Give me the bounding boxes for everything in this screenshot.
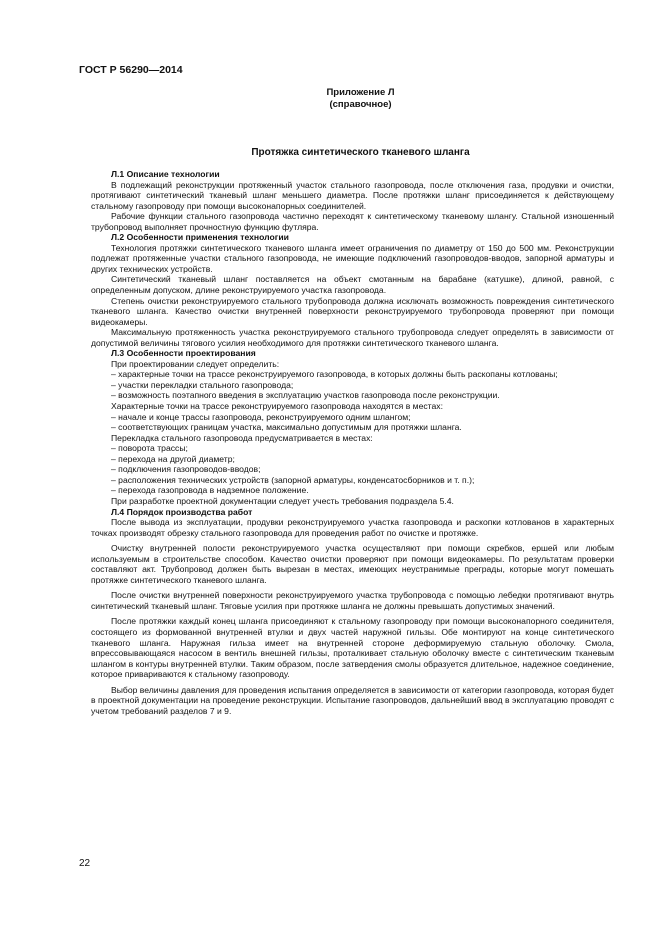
paragraph: В подлежащий реконструкции протяженный участок стального газопровода, после отключения газа, продувки и очистки, протягивают синтетический тканевый шланг меньшего диаметра. После протяжки шланг присоединяется к действующему стальному газопроводу при помощи высоконапорных соединителей.	[91, 179, 614, 211]
paragraph: Синтетический тканевый шланг поставляется на объект смотанным на барабане (катушке), длиной, равной, с определенным допуском, длине реконструируемого участка газопровода.	[91, 274, 614, 296]
annex-label: Приложение Л	[326, 87, 395, 98]
paragraph: После вывода из эксплуатации, продувки реконструируемого участка газопровода и раскопки котлованов в характерных точках производят обрезку стального газопровода для проведения работ по очистке и протяжке.	[91, 517, 614, 538]
list-line: – расположения технических устройств (запорной арматуры, конденсатосборников и т. п.);	[111, 474, 475, 485]
paragraph: Максимальную протяженность участка реконструируемого стального трубопровода следует определять в зависимости от допустимой величины тягового усилия необходимого для протяжки синтетического тканевого шланга.	[91, 327, 614, 348]
section-heading: Л.2 Особенности применения технологии	[111, 232, 289, 243]
list-line: – перехода на другой диаметр;	[111, 453, 235, 464]
list-line: – подключения газопроводов-вводов;	[111, 464, 261, 475]
standard-code: ГОСТ Р 56290—2014	[79, 64, 183, 76]
list-line: – начале и конце трассы газопровода, реконструируемого одним шлангом;	[111, 411, 411, 422]
list-line: – соответствующих границам участка, максимально допустимым для протяжки шланга.	[111, 422, 462, 433]
section-heading: Л.3 Особенности проектирования	[111, 348, 256, 359]
annex-title: Протяжка синтетического тканевого шланга	[251, 147, 470, 158]
list-line: – возможность поэтапного введения в эксплуатацию участков газопровода после реконструкции.	[111, 390, 500, 401]
list-line: При проектировании следует определить:	[111, 358, 280, 369]
list-line: – характерные точки на трассе реконструируемого газопровода, в которых должны быть раскопаны котлованы;	[111, 369, 558, 380]
list-line: – перехода газопровода в надземное положение.	[111, 485, 309, 496]
page-number: 22	[79, 858, 91, 869]
paragraph: Технология протяжки синтетического тканевого шланга имеет ограничения по диаметру от 150 до 500 мм. Реконструкции подлежат протяженные участки стального газопровода, не имеющие подключений газопроводов-вводов, запорной арматуры и других технических устройств.	[91, 242, 614, 274]
list-line: Перекладка стального газопровода предусматривается в местах:	[111, 432, 373, 443]
paragraph: Рабочие функции стального газопровода частично переходят к синтетическому тканевому шлангу. Стальной изношенный трубопровод выполняет прочностную функцию футляра.	[91, 211, 614, 232]
list-line: – поворота трассы;	[111, 443, 188, 454]
paragraph: После протяжки каждый конец шланга присоединяют к стальному газопроводу при помощи высоконапорного соединителя, состоящего из формованной внутренней втулки и двух частей наружной гильзы. Обе монтируют на конце синтетического тканевого шланга. Наружная гильза имеет на внутренней стороне деформируемую стальную оболочку. Смола, впрессовывающаяся насосом в вентиль внешней гильзы, проталкивает стальную оболочку вместе с синтетическим тканевым шлангом в контуры внутренней втулки. Таким образом, после затвердения смолы образуется длительное, надежное соединение, которое привариваются к стальному газопроводу.	[91, 616, 614, 680]
annex-body	[91, 169, 614, 716]
paragraph: После очистки внутренней поверхности реконструируемого участка трубопровода с помощью лебедки протягивают внутрь синтетический тканевый шланг. Тяговые усилия при протяжке шланга не должны превышать допустимых значений.	[91, 590, 614, 611]
list-line: – участки перекладки стального газопровода;	[111, 379, 294, 390]
section-heading: Л.4 Порядок производства работ	[111, 506, 253, 517]
section-heading: Л.1 Описание технологии	[111, 169, 220, 179]
annex-type: (справочное)	[329, 99, 392, 110]
list-line: Характерные точки на трассе реконструируемого газопровода находятся в местах:	[111, 401, 443, 412]
paragraph: Выбор величины давления для проведения испытания определяется в зависимости от категории газопровода, которая будет в проектной документации на проведение реконструкции. Испытание газопроводов, дальнейший ввод в эксплуатацию проводят с учетом требований разделов 7 и 9.	[91, 684, 614, 716]
paragraph: Очистку внутренней полости реконструируемого участка осуществляют при помощи скребков, ершей или любым используемым в строительстве способом. Качество очистки проверяют при помощи видеокамеры. По результатам проверки составляют акт. Трубопровод должен быть вырезан в местах, имеющих неустранимые преграды, которые могут помешать протяжке синтетического тканевого шланга.	[91, 543, 614, 585]
list-line: При разработке проектной документации следует учесть требования подраздела 5.4.	[111, 495, 454, 506]
paragraph: Степень очистки реконструируемого стального трубопровода должна исключать возможность повреждения синтетического тканевого шланга. Качество очистки внутренней поверхности реконструируемого трубопровода проверяют при помощи видеокамеры.	[91, 295, 614, 327]
